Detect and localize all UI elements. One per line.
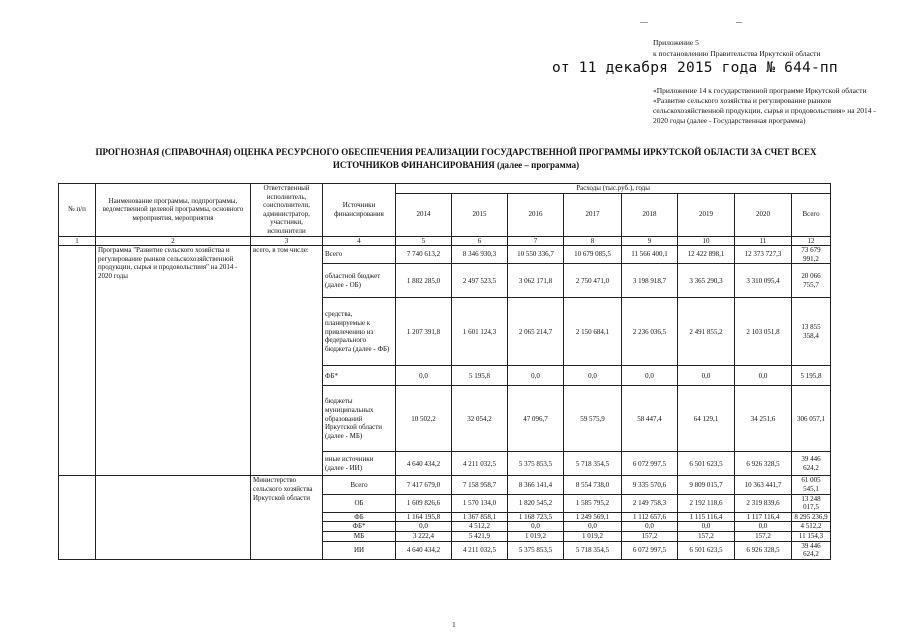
source-cell: ФБ xyxy=(323,512,396,522)
resource-table xyxy=(58,183,831,560)
value-cell: 4 512,2 xyxy=(452,522,508,532)
value-cell: 6 926 328,5 xyxy=(735,541,792,559)
value-cell: 2 497 523,5 xyxy=(452,264,508,298)
header-year: 2017 xyxy=(564,193,622,236)
col-number: 8 xyxy=(564,236,622,246)
header-year: 2018 xyxy=(622,193,678,236)
value-cell: 1 570 134,0 xyxy=(452,494,508,512)
program-name xyxy=(96,476,251,559)
source-cell: иные источники (далее - ИИ) xyxy=(323,452,396,476)
total-cell: 39 446 624,2 xyxy=(792,452,831,476)
header-year: 2019 xyxy=(678,193,735,236)
value-cell: 0,0 xyxy=(622,522,678,532)
value-cell: 6 501 623,5 xyxy=(678,541,735,559)
value-cell: 3 365 290,3 xyxy=(678,264,735,298)
table-row xyxy=(59,246,831,264)
value-cell: 6 501 623,5 xyxy=(678,452,735,476)
row-num-cell xyxy=(59,476,96,559)
value-cell: 8 366 141,4 xyxy=(508,476,564,494)
executor-cell: всего, в том числе: xyxy=(251,246,323,476)
value-cell: 2 103 051,8 xyxy=(735,298,792,366)
total-cell: 4 512,2 xyxy=(792,522,831,532)
value-cell: 157,2 xyxy=(735,531,792,541)
value-cell: 8 554 738,0 xyxy=(564,476,622,494)
total-cell: 13 248 017,5 xyxy=(792,494,831,512)
value-cell: 1 882 285,0 xyxy=(396,264,452,298)
value-cell: 2 750 471,0 xyxy=(564,264,622,298)
col-number: 12 xyxy=(792,236,831,246)
value-cell: 5 195,8 xyxy=(452,366,508,386)
value-cell: 64 129,1 xyxy=(678,386,735,452)
value-cell: 1 585 795,2 xyxy=(564,494,622,512)
value-cell: 157,2 xyxy=(678,531,735,541)
value-cell: 1 820 545,2 xyxy=(508,494,564,512)
value-cell: 3 198 918,7 xyxy=(622,264,678,298)
total-cell: 20 066 755,7 xyxy=(792,264,831,298)
header-total: Всего xyxy=(792,193,831,236)
value-cell: 1 207 391,8 xyxy=(396,298,452,366)
source-cell: ИИ xyxy=(323,541,396,559)
total-cell: 5 195,8 xyxy=(792,366,831,386)
value-cell: 2 319 839,6 xyxy=(735,494,792,512)
value-cell: 2 150 684,1 xyxy=(564,298,622,366)
page-number: 1 xyxy=(452,620,456,629)
value-cell: 1 367 858,1 xyxy=(452,512,508,522)
header-year: 2014 xyxy=(396,193,452,236)
header-executor: Ответственный исполнитель, соисполнители, администратор, участники, исполнители xyxy=(251,184,323,237)
value-cell: 5 718 354,5 xyxy=(564,541,622,559)
value-cell: 1 117 116,4 xyxy=(735,512,792,522)
col-number: 1 xyxy=(59,236,96,246)
value-cell: 4 211 032,5 xyxy=(452,452,508,476)
value-cell: 2 236 036,5 xyxy=(622,298,678,366)
header-sources: Источники финансирования xyxy=(323,184,396,237)
value-cell: 2 491 855,2 xyxy=(678,298,735,366)
value-cell: 10 363 441,7 xyxy=(735,476,792,494)
value-cell: 0,0 xyxy=(735,366,792,386)
header-expenses: Расходы (тыс.руб.), годы xyxy=(396,184,831,194)
value-cell: 12 373 727,3 xyxy=(735,246,792,264)
value-cell: 9 335 570,6 xyxy=(622,476,678,494)
total-cell: 8 295 236,9 xyxy=(792,512,831,522)
total-cell: 13 855 358,4 xyxy=(792,298,831,366)
col-number: 4 xyxy=(323,236,396,246)
value-cell: 5 421,9 xyxy=(452,531,508,541)
value-cell: 5 375 853,5 xyxy=(508,452,564,476)
source-cell: областной бюджет (далее - ОБ) xyxy=(323,264,396,298)
value-cell: 10 550 336,7 xyxy=(508,246,564,264)
value-cell: 10 679 085,5 xyxy=(564,246,622,264)
value-cell: 32 054,2 xyxy=(452,386,508,452)
col-number: 10 xyxy=(678,236,735,246)
resolution-label: к постановлению Правительства Иркутской области xyxy=(653,49,821,58)
source-cell: средства, планируемые к привлечению из федерального бюджета (далее - ФБ) xyxy=(323,298,396,366)
value-cell: 1 164 195,8 xyxy=(396,512,452,522)
header-num: № п/п xyxy=(59,184,96,237)
value-cell: 2 149 758,3 xyxy=(622,494,678,512)
value-cell: 3 222,4 xyxy=(396,531,452,541)
value-cell: 1 019,2 xyxy=(508,531,564,541)
program-name: Программа "Развитие сельского хозяйства и регулирование рынков сельскохозяйственной продукции, сырья и продовольствия" на 2014 - 2020 годы xyxy=(96,246,251,476)
col-number: 2 xyxy=(96,236,251,246)
header-name: Наименование программы, подпрограммы, ведомственной целевой программы, основного мероприятия, мероприятия xyxy=(96,184,251,237)
value-cell: 1 112 657,6 xyxy=(622,512,678,522)
value-cell: 9 809 015,7 xyxy=(678,476,735,494)
value-cell: 58 447,4 xyxy=(622,386,678,452)
executor-cell: Министерство сельского хозяйства Иркутской области xyxy=(251,476,323,559)
total-cell: 61 005 545,1 xyxy=(792,476,831,494)
document-title: ПРОГНОЗНАЯ (СПРАВОЧНАЯ) ОЦЕНКА РЕСУРСНОГО ОБЕСПЕЧЕНИЯ РЕАЛИЗАЦИИ ГОСУДАРСТВЕННОЙ ПРОГРАММЫ ИРКУТСКОЙ ОБЛАСТИ ЗА СЧЕТ ВСЕХ ИСТОЧНИКОВ ФИНАНСИРОВАНИЯ (далее – программа) xyxy=(95,147,817,170)
header-year: 2015 xyxy=(452,193,508,236)
value-cell: 7 740 613,2 xyxy=(396,246,452,264)
value-cell: 2 065 214,7 xyxy=(508,298,564,366)
value-cell: 0,0 xyxy=(508,366,564,386)
value-cell: 0,0 xyxy=(678,522,735,532)
value-cell: 0,0 xyxy=(564,522,622,532)
col-number: 5 xyxy=(396,236,452,246)
source-cell: бюджеты муниципальных образований Иркутской области (далее - МБ) xyxy=(323,386,396,452)
value-cell: 4 211 032,5 xyxy=(452,541,508,559)
source-cell: ФБ* xyxy=(323,366,396,386)
value-cell: 2 192 118,6 xyxy=(678,494,735,512)
total-cell: 73 679 991,2 xyxy=(792,246,831,264)
value-cell: 34 251,6 xyxy=(735,386,792,452)
header-year: 2016 xyxy=(508,193,564,236)
value-cell: 0,0 xyxy=(678,366,735,386)
col-number: 9 xyxy=(622,236,678,246)
value-cell: 7 158 958,7 xyxy=(452,476,508,494)
resolution-date: от 11 декабря 2015 года № 644-пп xyxy=(552,60,838,76)
value-cell: 0,0 xyxy=(564,366,622,386)
value-cell: 1 019,2 xyxy=(564,531,622,541)
table-row xyxy=(59,476,831,494)
value-cell: 0,0 xyxy=(396,366,452,386)
value-cell: 1 601 124,3 xyxy=(452,298,508,366)
value-cell: 6 072 997,5 xyxy=(622,541,678,559)
value-cell: 1 115 116,4 xyxy=(678,512,735,522)
value-cell: 0,0 xyxy=(735,522,792,532)
value-cell: 5 375 853,5 xyxy=(508,541,564,559)
scan-mark xyxy=(736,22,742,23)
value-cell: 0,0 xyxy=(508,522,564,532)
value-cell: 1 249 569,1 xyxy=(564,512,622,522)
col-number: 7 xyxy=(508,236,564,246)
source-cell: Всего xyxy=(323,246,396,264)
value-cell: 3 062 171,8 xyxy=(508,264,564,298)
col-number: 6 xyxy=(452,236,508,246)
row-num-cell xyxy=(59,246,96,476)
value-cell: 5 718 354,5 xyxy=(564,452,622,476)
col-number: 3 xyxy=(251,236,323,246)
value-cell: 0,0 xyxy=(396,522,452,532)
value-cell: 11 566 400,1 xyxy=(622,246,678,264)
source-cell: МБ xyxy=(323,531,396,541)
value-cell: 4 640 434,2 xyxy=(396,452,452,476)
value-cell: 4 640 434,2 xyxy=(396,541,452,559)
total-cell: 306 057,1 xyxy=(792,386,831,452)
value-cell: 59 575,9 xyxy=(564,386,622,452)
value-cell: 6 072 997,5 xyxy=(622,452,678,476)
header-year: 2020 xyxy=(735,193,792,236)
value-cell: 1 168 723,5 xyxy=(508,512,564,522)
value-cell: 3 310 095,4 xyxy=(735,264,792,298)
value-cell: 0,0 xyxy=(622,366,678,386)
value-cell: 47 096,7 xyxy=(508,386,564,452)
scan-mark xyxy=(640,22,648,23)
value-cell: 157,2 xyxy=(622,531,678,541)
source-cell: Всего xyxy=(323,476,396,494)
annex-label: Приложение 5 xyxy=(653,38,699,47)
total-cell: 39 446 624,2 xyxy=(792,541,831,559)
col-number: 11 xyxy=(735,236,792,246)
value-cell: 8 346 930,3 xyxy=(452,246,508,264)
value-cell: 10 502,2 xyxy=(396,386,452,452)
value-cell: 1 609 826,6 xyxy=(396,494,452,512)
source-cell: ФБ* xyxy=(323,522,396,532)
total-cell: 11 154,3 xyxy=(792,531,831,541)
reference-text: «Приложение 14 к государственной программе Иркутской области «Развитие сельского хозяйства и регулирование рынков сельскохозяйственной продукции, сырья и продовольствия» на 2014 - 2020 годы (далее - Государственная программа) xyxy=(653,86,876,125)
value-cell: 12 422 898,1 xyxy=(678,246,735,264)
value-cell: 7 417 679,0 xyxy=(396,476,452,494)
source-cell: ОБ xyxy=(323,494,396,512)
value-cell: 6 926 328,5 xyxy=(735,452,792,476)
